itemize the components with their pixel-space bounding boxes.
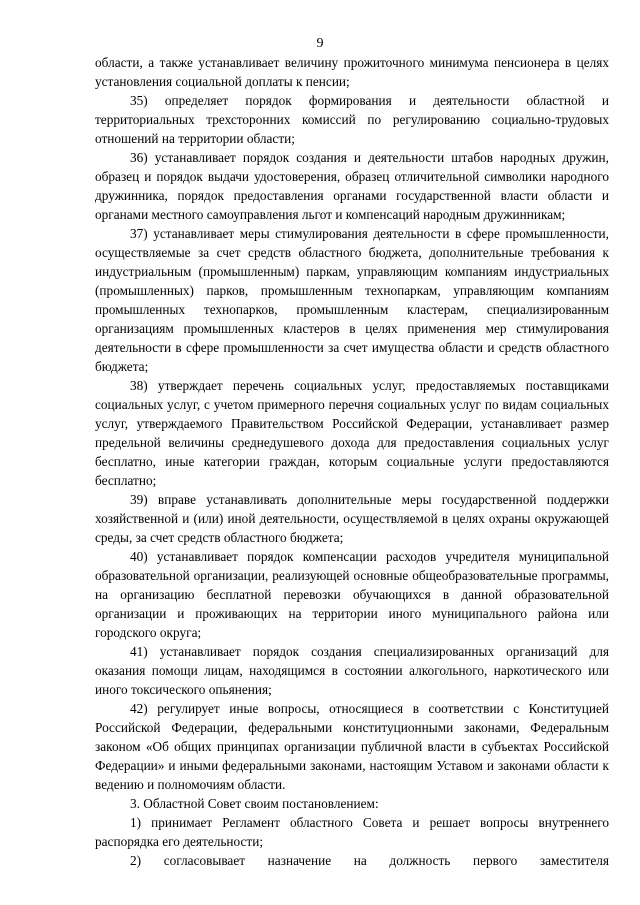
paragraph-item-42: 42) регулирует иные вопросы, относящиеся в соответствии с Конституцией Российской Федерации, федеральными конституционными законами, Федеральным законом «Об общих принципах организации публичной власти в субъектах Российской Федерации» и иными федеральными законами, настоящим Уставом и законами области к ведению и полномочиям области. [95,701,609,792]
paragraph-item-36: 36) устанавливает порядок создания и деятельности штабов народных дружин, образец и порядок выдачи удостоверения, образец отличительной символики народного дружинника, порядок предоставления органами государственной власти области и органами местного самоуправления льгот и компенсаций народным дружинникам; [95,150,609,222]
paragraph-subitem-1: 1) принимает Регламент областного Совета и решает вопросы внутреннего распорядка его деятельности; [95,815,609,849]
page-number: 9 [316,36,324,51]
paragraph-item-40: 40) устанавливает порядок компенсации расходов учредителя муниципальной образовательной организации, реализующей основные общеобразовательные программы, на организацию бесплатной перевозки обучающихся в данной образовательной организации и проживающих на территории иного муниципального района или городского округа; [95,549,609,640]
paragraph-item-35: 35) определяет порядок формирования и деятельности областной и территориальных трехсторонних комиссий по регулированию социально-трудовых отношений на территории области; [95,93,609,146]
document-body [95,53,609,870]
paragraph-item-37: 37) устанавливает меры стимулирования деятельности в сфере промышленности, осуществляемые за счет средств областного бюджета, дополнительные требования к индустриальным (промышленным) паркам, управляющим компаниям индустриальных (промышленных) парков, промышленным технопаркам, управляющим компаниям промышленных технопарков, промышленным кластерам, специализированным организациям промышленных кластеров в целях применения мер стимулирования деятельности в сфере промышленности за счет имущества области и средств областного бюджета; [95,226,609,374]
paragraph-continuation: области, а также устанавливает величину прожиточного минимума пенсионера в целях установления социальной доплаты к пенсии; [95,55,609,89]
paragraph-section-3: 3. Областной Совет своим постановлением: [130,796,379,811]
paragraph-item-41: 41) устанавливает порядок создания специализированных организаций для оказания помощи лицам, находящимся в состоянии алкогольного, наркотического или иного токсического опьянения; [95,644,609,697]
paragraph-item-39: 39) вправе устанавливать дополнительные меры государственной поддержки хозяйственной и (или) иной деятельности, осуществляемой в целях охраны окружающей среды, за счет средств областного бюджета; [95,492,609,545]
paragraph-subitem-2: 2) согласовывает назначение на должность первого заместителя [130,853,609,868]
paragraph-item-38: 38) утверждает перечень социальных услуг, предоставляемых поставщиками социальных услуг, с учетом примерного перечня социальных услуг по видам социальных услуг, утверждаемого Правительством Российской Федерации, устанавливает размер предельной величины среднедушевого дохода для предоставления социальных услуг бесплатно, иные категории граждан, которым социальные услуги предоставляются бесплатно; [95,378,609,488]
